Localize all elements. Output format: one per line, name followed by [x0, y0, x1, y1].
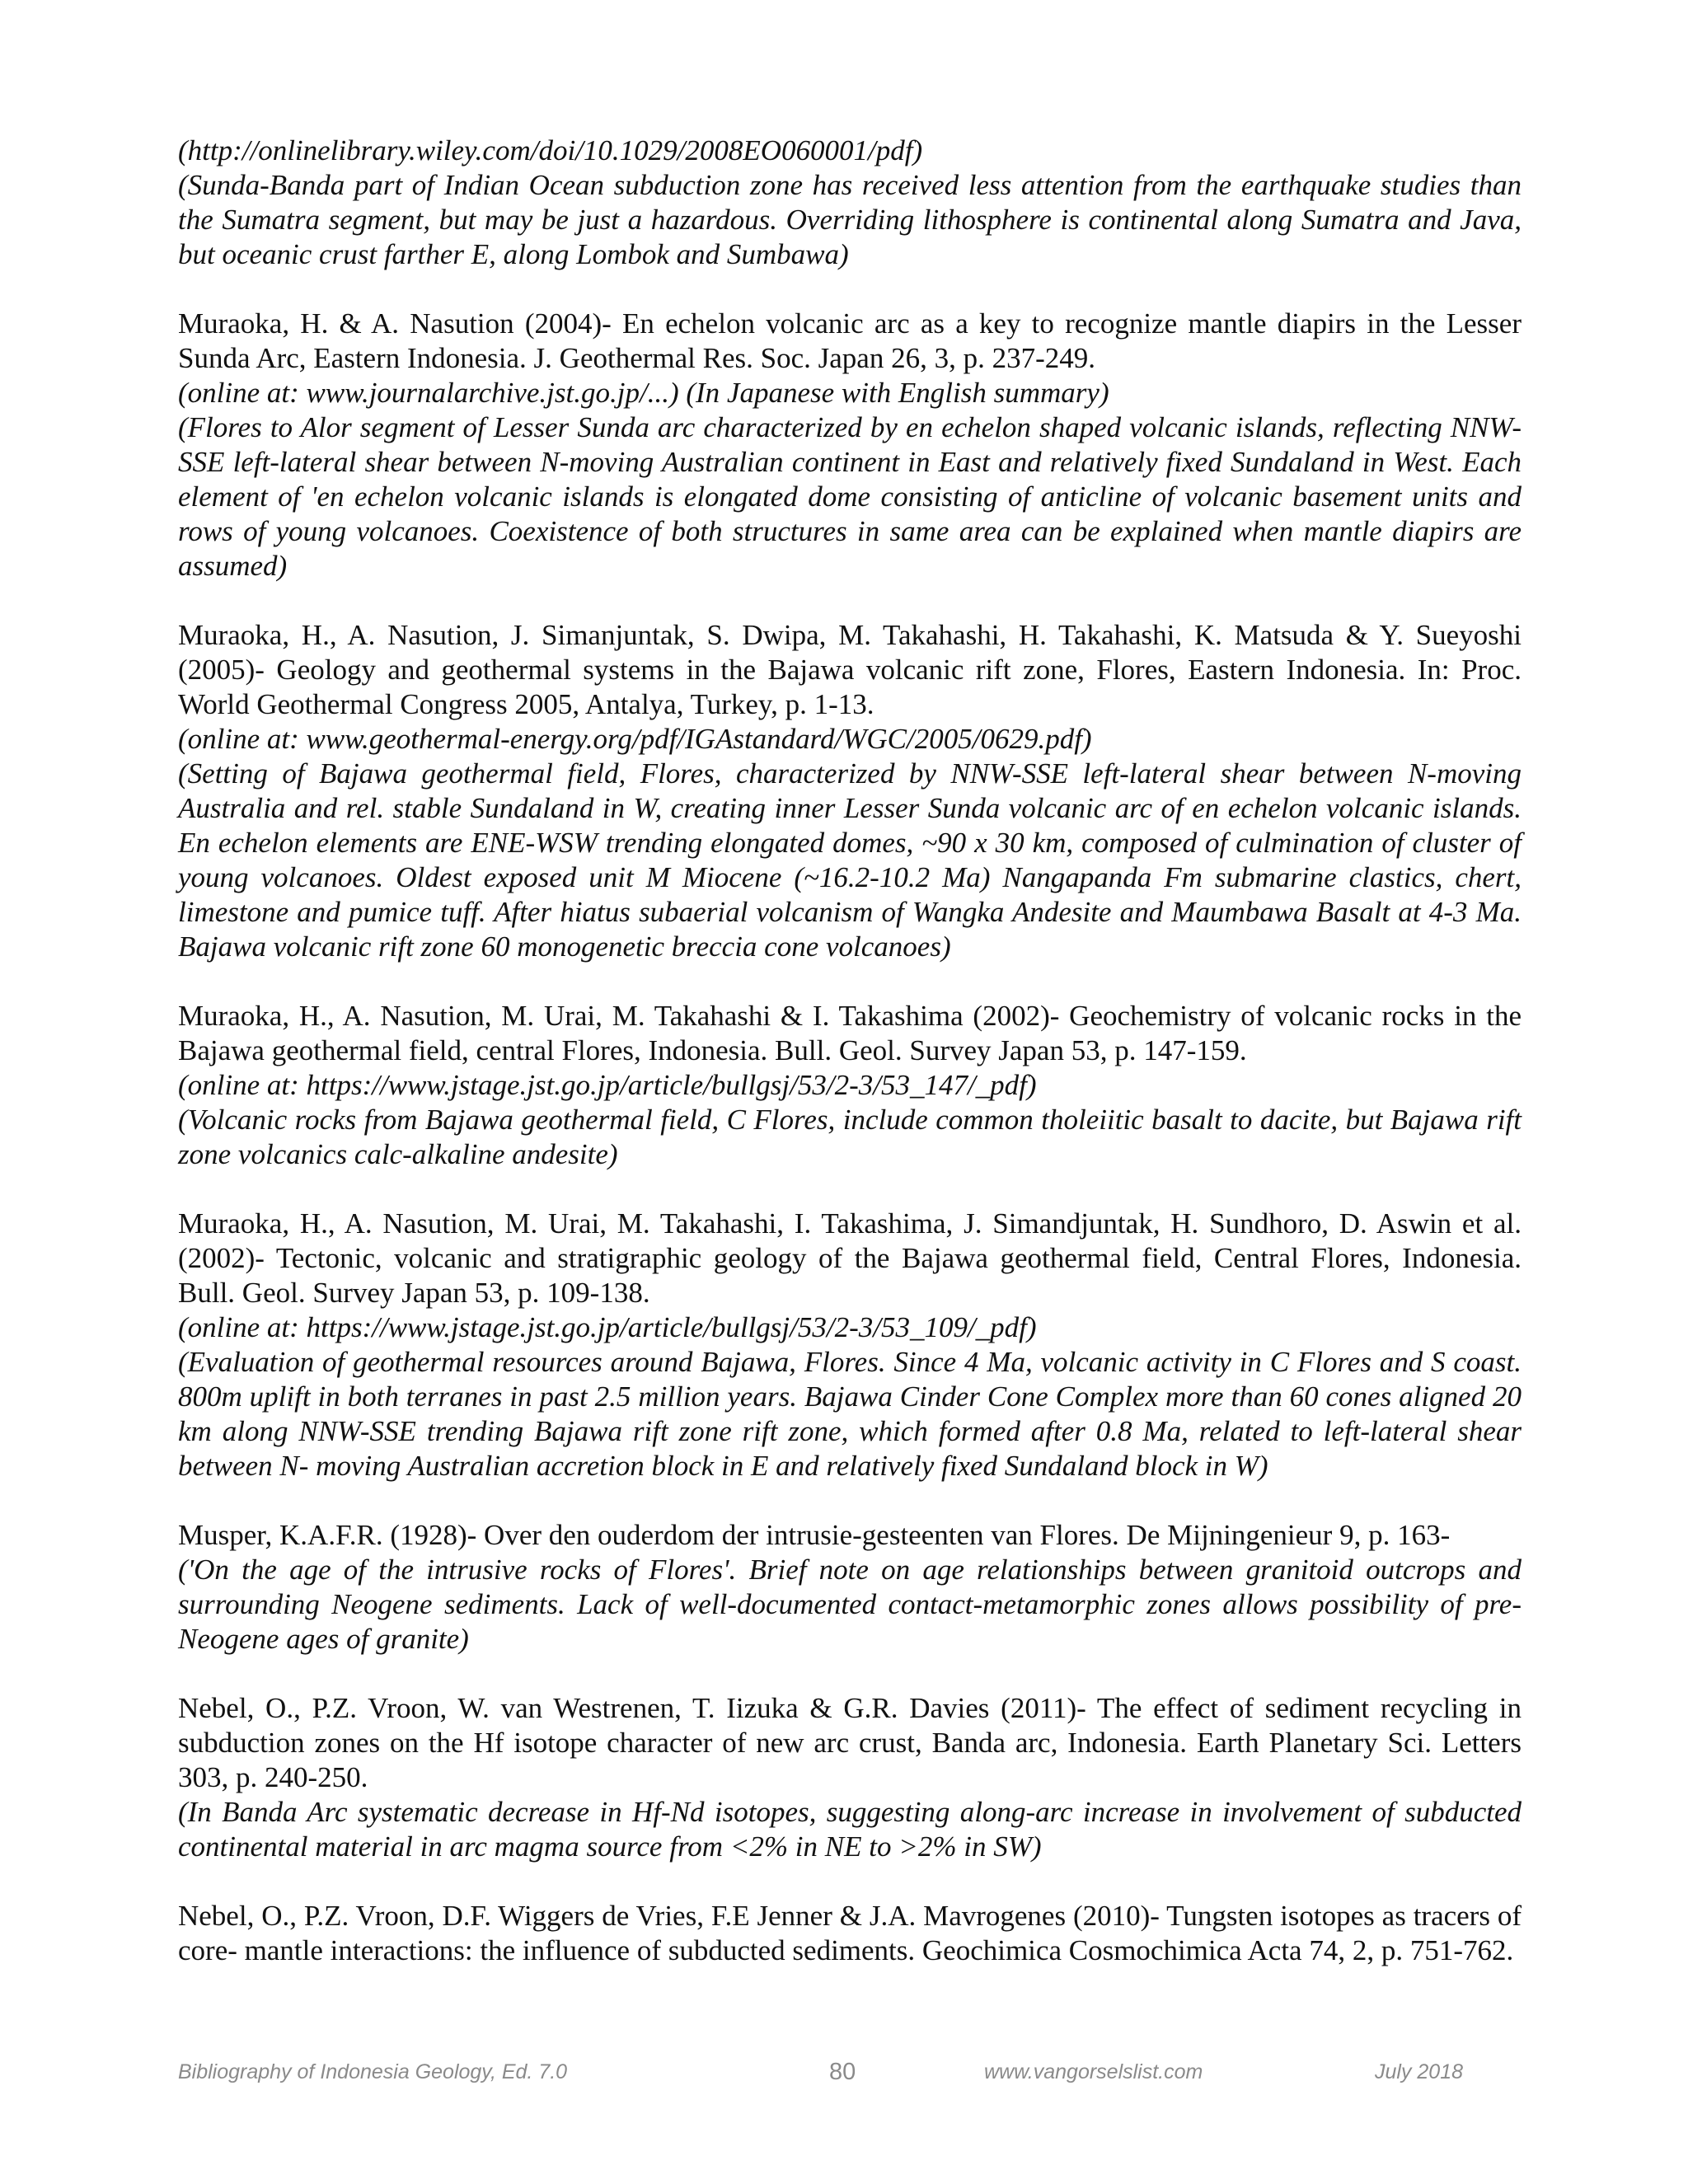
bibliography-entry [178, 134, 1522, 272]
entry-citation: Musper, K.A.F.R. (1928)- Over den ouderdom der intrusie-gesteenten van Flores. De Mijningenieur 9, p. 163- [178, 1519, 1451, 1551]
entry-online-link[interactable]: (http://onlinelibrary.wiley.com/doi/10.1029/2008EO060001/pdf) [178, 134, 923, 166]
entry-summary: (In Banda Arc systematic decrease in Hf-Nd isotopes, suggesting along-arc increase in involvement of subducted continental material in arc magma source from <2% in NE to >2% in SW) [178, 1796, 1522, 1863]
entry-summary: (Evaluation of geothermal resources around Bajawa, Flores. Since 4 Ma, volcanic activity in C Flores and S coast. 800m uplift in both terranes in past 2.5 million years. Bajawa Cinder Cone Complex more than 60 cones aligned 20 km along NNW-SSE trending Bajawa rift zone rift zone, which formed after 0.8 Ma, related to left-lateral shear between N- moving Australian accretion block in E and relatively fixed Sundaland block in W) [178, 1346, 1522, 1482]
footer-date: July 2018 [1375, 2060, 1464, 2083]
bibliography-entry [178, 1518, 1522, 1657]
entry-online-link[interactable]: (online at: www.geothermal-energy.org/pdf/IGAstandard/WGC/2005/0629.pdf) [178, 723, 1092, 755]
entry-online-link[interactable]: (online at: www.journalarchive.jst.go.jp/...) (In Japanese with English summary) [178, 377, 1109, 409]
entry-citation: Muraoka, H., A. Nasution, J. Simanjuntak, S. Dwipa, M. Takahashi, H. Takahashi, K. Matsuda & Y. Sueyoshi (2005)- Geology and geothermal systems in the Bajawa volcanic rift zone, Flores, Eastern Indonesia. In: Proc. World Geothermal Congress 2005, Antalya, Turkey, p. 1-13. [178, 619, 1522, 720]
entry-summary: (Flores to Alor segment of Lesser Sunda arc characterized by en echelon shaped volcanic islands, reflecting NNW-SSE left-lateral shear between N-moving Australian continent in East and relatively fixed Sundaland in West. Each element of 'en echelon volcanic islands is elongated dome consisting of anticline of volcanic basement units and rows of young volcanoes. Coexistence of both structures in same area can be explained when mantle diapirs are assumed) [178, 411, 1522, 582]
entry-citation: Muraoka, H. & A. Nasution (2004)- En echelon volcanic arc as a key to recognize mantle diapirs in the Lesser Sunda Arc, Eastern Indonesia. J. Geothermal Res. Soc. Japan 26, 3, p. 237-249. [178, 307, 1522, 374]
page-footer [178, 2060, 1522, 2093]
footer-url[interactable]: www.vangorselslist.com [984, 2060, 1203, 2083]
bibliography-entry [178, 1899, 1522, 1968]
bibliography-entry [178, 999, 1522, 1172]
bibliography-entry [178, 1207, 1522, 1483]
entry-summary: (Sunda-Banda part of Indian Ocean subduction zone has received less attention from the earthquake studies than the Sumatra segment, but may be just a hazardous. Overriding lithosphere is continental along Sumatra and Java, but oceanic crust farther E, along Lombok and Sumbawa) [178, 169, 1522, 270]
entry-summary: ('On the age of the intrusive rocks of Flores'. Brief note on age relationships between granitoid outcrops and surrounding Neogene sediments. Lack of well-documented contact-metamorphic zones allows possibility of pre-Neogene ages of granite) [178, 1554, 1522, 1655]
bibliography-entry [178, 307, 1522, 583]
bibliography-entry [178, 1691, 1522, 1864]
entry-online-link[interactable]: (online at: https://www.jstage.jst.go.jp/article/bullgsj/53/2-3/53_109/_pdf) [178, 1311, 1037, 1343]
bibliography-page-body [178, 134, 1522, 1968]
entry-summary: (Setting of Bajawa geothermal field, Flores, characterized by NNW-SSE left-lateral shear between N-moving Australia and rel. stable Sundaland in W, creating inner Lesser Sunda volcanic arc of en echelon volcanic islands. En echelon elements are ENE-WSW trending elongated domes, ~90 x 30 km, composed of culmination of cluster of young volcanoes. Oldest exposed unit M Miocene (~16.2-10.2 Ma) Nangapanda Fm submarine clastics, chert, limestone and pumice tuff. After hiatus subaerial volcanism of Wangka Andesite and Maumbawa Basalt at 4-3 Ma. Bajawa volcanic rift zone 60 monogenetic breccia cone volcanoes) [178, 757, 1522, 963]
entry-citation: Muraoka, H., A. Nasution, M. Urai, M. Takahashi & I. Takashima (2002)- Geochemistry of volcanic rocks in the Bajawa geothermal field, central Flores, Indonesia. Bull. Geol. Survey Japan 53, p. 147-159. [178, 1000, 1522, 1066]
entry-citation: Nebel, O., P.Z. Vroon, W. van Westrenen, T. Iizuka & G.R. Davies (2011)- The effect of sediment recycling in subduction zones on the Hf isotope character of new arc crust, Banda arc, Indonesia. Earth Planetary Sci. Letters 303, p. 240-250. [178, 1692, 1522, 1793]
entry-citation: Muraoka, H., A. Nasution, M. Urai, M. Takahashi, I. Takashima, J. Simandjuntak, H. Sundhoro, D. Aswin et al. (2002)- Tectonic, volcanic and stratigraphic geology of the Bajawa geothermal field, Central Flores, Indonesia. Bull. Geol. Survey Japan 53, p. 109-138. [178, 1207, 1522, 1309]
entry-citation: Nebel, O., P.Z. Vroon, D.F. Wiggers de Vries, F.E Jenner & J.A. Mavrogenes (2010)- Tungsten isotopes as tracers of core- mantle interactions: the influence of subducted sediments. Geochimica Cosmochimica Acta 74, 2, p. 751-762. [178, 1900, 1522, 1966]
bibliography-entry [178, 618, 1522, 964]
page-number: 80 [829, 2059, 856, 2085]
entry-online-link[interactable]: (online at: https://www.jstage.jst.go.jp/article/bullgsj/53/2-3/53_147/_pdf) [178, 1069, 1037, 1101]
footer-title: Bibliography of Indonesia Geology, Ed. 7.0 [178, 2060, 568, 2083]
entry-summary: (Volcanic rocks from Bajawa geothermal field, C Flores, include common tholeiitic basalt to dacite, but Bajawa rift zone volcanics calc-alkaline andesite) [178, 1104, 1522, 1170]
